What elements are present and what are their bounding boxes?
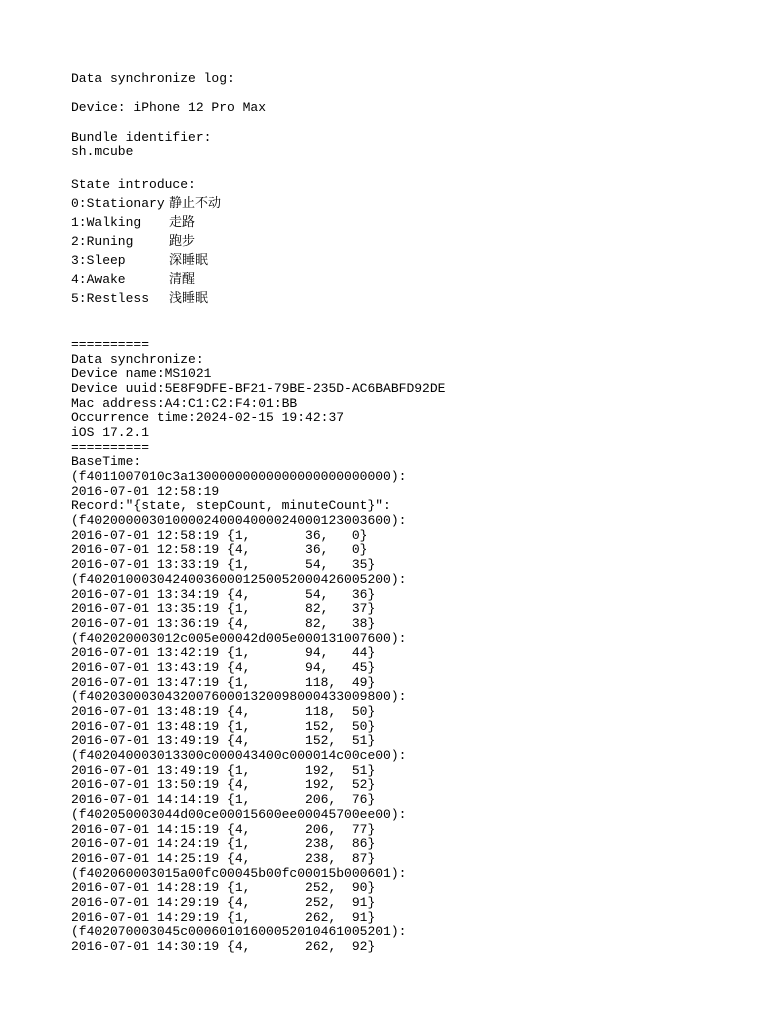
log-line: 2016-07-01 14:25:19 {4, 238, 87} [71, 850, 376, 866]
log-line: Occurrence time:2024-02-15 19:42:37 [71, 410, 345, 426]
state-item [71, 251, 751, 270]
log-line: 2016-07-01 14:29:19 {1, 262, 91} [71, 909, 376, 925]
log-line: (f402020003012c005e00042d005e000131007600): [71, 630, 407, 646]
state-code: 4:Awake [71, 271, 126, 287]
log-line: ========== [71, 336, 150, 352]
log-title: Data synchronize log: [71, 71, 235, 86]
log-line: 2016-07-01 13:35:19 {1, 82, 37} [71, 601, 376, 617]
log-line: 2016-07-01 13:34:19 {4, 54, 36} [71, 586, 376, 602]
log-line: 2016-07-01 13:50:19 {4, 192, 52} [71, 777, 376, 793]
log-line: BaseTime: [71, 454, 142, 470]
log-line: (f402030003043200760001320098000433009800): [71, 689, 407, 705]
state-introduce-block [71, 175, 751, 308]
log-line: 2016-07-01 13:42:19 {1, 94, 44} [71, 645, 376, 661]
log-line: 2016-07-01 13:48:19 {1, 152, 50} [71, 718, 376, 734]
log-line: 2016-07-01 14:24:19 {1, 238, 86} [71, 836, 376, 852]
log-line: iOS 17.2.1 [71, 424, 150, 440]
log-line: (f402070003045c00060101600052010461005201): [71, 924, 407, 940]
log-line: Device name:MS1021 [71, 366, 212, 382]
state-code: 5:Restless [71, 290, 150, 306]
state-item [71, 213, 751, 232]
state-description: 静止不动 [169, 195, 222, 211]
log-line: (f4011007010c3a13000000000000000000000000): [71, 469, 407, 484]
log-line: 2016-07-01 13:49:19 {4, 152, 51} [71, 733, 376, 749]
log-line: 2016-07-01 13:33:19 {1, 54, 35} [71, 557, 376, 573]
log-line: (f402010003042400360001250052000426005200): [71, 571, 407, 587]
state-item [71, 232, 751, 251]
device-line: Device: iPhone 12 Pro Max [71, 100, 267, 116]
log-line: 2016-07-01 13:48:19 {4, 118, 50} [71, 704, 376, 719]
state-introduce-title: State introduce: [71, 176, 196, 192]
bundle-label: Bundle identifier: [71, 129, 212, 145]
state-item [71, 270, 751, 289]
log-line: 2016-07-01 12:58:19 [71, 483, 220, 499]
state-description: 清醒 [169, 271, 196, 287]
state-code: 2:Runing [71, 233, 134, 249]
log-line: (f402050003044d00ce00015600ee00045700ee00): [71, 806, 407, 822]
log-line: Record:"{state, stepCount, minuteCount}": [71, 498, 391, 514]
device-block [71, 101, 751, 116]
state-description: 跑步 [169, 233, 196, 249]
log-line: 2016-07-01 14:15:19 {4, 206, 77} [71, 821, 376, 837]
log-line: 2016-07-01 14:29:19 {4, 252, 91} [71, 894, 376, 910]
log-document [71, 72, 751, 955]
log-header-title-block [71, 72, 751, 87]
spacer [71, 308, 751, 338]
state-description: 深睡眠 [169, 252, 209, 268]
log-line: 2016-07-01 13:49:19 {1, 192, 51} [71, 762, 376, 778]
log-line: 2016-07-01 14:30:19 {4, 262, 92} [71, 939, 376, 954]
log-line: 2016-07-01 12:58:19 {4, 36, 0} [71, 542, 368, 558]
state-description: 走路 [169, 214, 196, 230]
state-list [71, 194, 751, 308]
log-line: (f402040003013300c000043400c000014c00ce00): [71, 748, 407, 764]
log-line: 2016-07-01 13:36:19 {4, 82, 38} [71, 615, 376, 631]
log-line: Device uuid:5E8F9DFE-BF21-79BE-235D-AC6BABFD92DE [71, 380, 446, 396]
state-item [71, 289, 751, 308]
state-description: 浅睡眠 [169, 290, 209, 306]
log-line: Mac address:A4:C1:C2:F4:01:BB [71, 395, 298, 411]
log-line: 2016-07-01 14:14:19 {1, 206, 76} [71, 792, 376, 808]
log-line: ========== [71, 439, 150, 455]
state-code: 1:Walking [71, 214, 142, 230]
state-item [71, 194, 751, 213]
log-line: Data synchronize: [71, 351, 204, 367]
state-code: 3:Sleep [71, 252, 126, 268]
log-line: (f402000003010000240004000024000123003600): [71, 513, 407, 529]
log-line: 2016-07-01 14:28:19 {1, 252, 90} [71, 880, 376, 896]
bundle-value: sh.mcube [71, 144, 134, 160]
log-line: 2016-07-01 12:58:19 {1, 36, 0} [71, 527, 368, 543]
log-line: (f402060003015a00fc00045b00fc00015b000601): [71, 865, 407, 881]
bundle-block [71, 131, 751, 160]
sync-log-block [71, 338, 751, 955]
state-code: 0:Stationary [71, 195, 165, 211]
log-line: 2016-07-01 13:47:19 {1, 118, 49} [71, 674, 376, 690]
log-line: 2016-07-01 13:43:19 {4, 94, 45} [71, 659, 376, 675]
